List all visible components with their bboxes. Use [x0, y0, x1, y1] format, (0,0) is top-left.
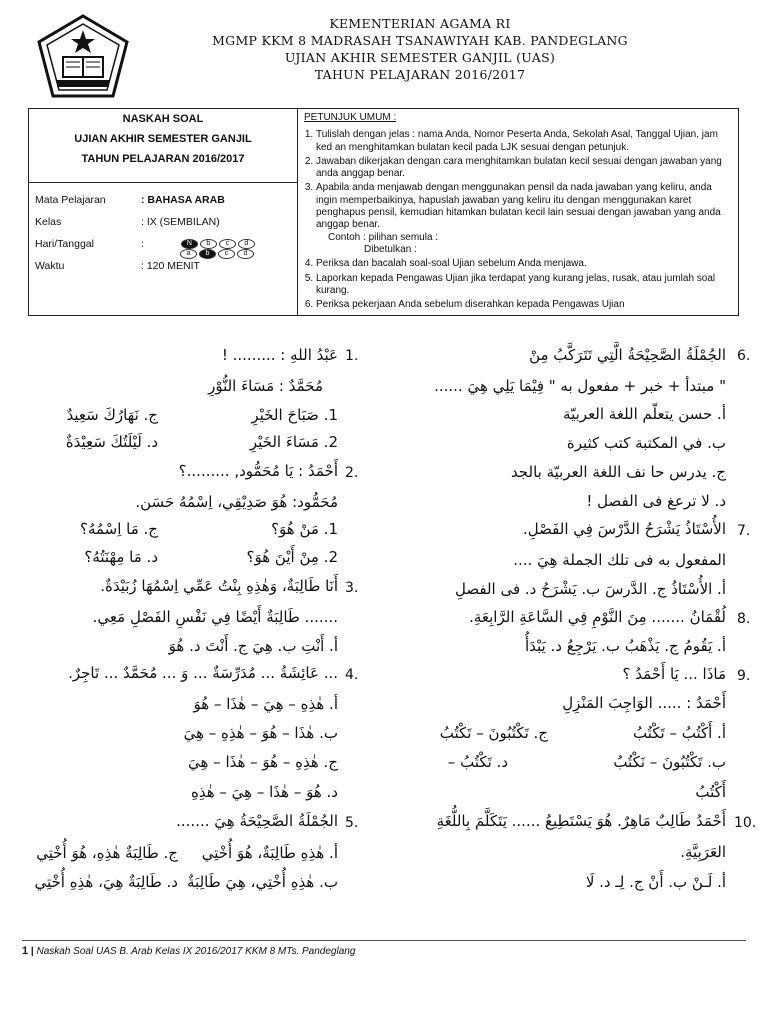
field-value: : BAHASA ARAB [141, 194, 225, 207]
option: د. لَيْلَتُكَ سَعِيْدَةٌ [65, 433, 158, 451]
field-row [35, 257, 291, 275]
question-text: مُحَمُّود: هُوَ صَدِيْقِي، اِسْمُهُ حَسَن. [135, 493, 338, 511]
question-number: 4. [345, 667, 359, 683]
bubble: a [180, 249, 197, 259]
bubble: d [237, 249, 254, 259]
petunjuk-item: 6. Periksa pekerjaan Anda sebelum diserahkan kepada Pengawas Ujian [316, 299, 732, 311]
field-row [35, 191, 291, 209]
question-number: 7. [737, 523, 751, 539]
header-line2: MGMP KKM 8 MADRASAH TSANAWIYAH KAB. PANDEGLANG [212, 33, 628, 48]
kemenag-logo [33, 12, 133, 102]
petunjuk-dibetulkan: Dibetulkan : [364, 243, 417, 255]
question-text: عَبْدُ اللهِ : ......... ! [221, 346, 338, 364]
footer-separator: | [30, 946, 34, 957]
question-text: ... عَائِشَةُ ... مُدَرِّسَةٌ ... وَ ... مُحَمَّدٌ ... تَاجِرٌ. [68, 664, 338, 682]
option: ج. تَكْتُبُونَ – تَكْتُبُ [439, 724, 548, 742]
question-text: أَنَا طَالِبَةٌ، وَهٰذِهِ بِنْتُ عَمِّي اِسْمُهَا زُبَيْدَةٌ. [100, 577, 338, 595]
info-table [28, 108, 739, 316]
option: د. مَا مِهْنَتُهُ؟ [84, 548, 158, 566]
option: 1. صَبَاحَ الخَيْرِ [251, 406, 338, 424]
field-label: Hari/Tanggal [35, 238, 94, 251]
question-text: الأُسْتَاذُ يَشْرَحُ الدَّرْسَ فِي الفَصْلِ. [523, 520, 726, 538]
page-number: 1 [22, 945, 29, 957]
fields-cell [29, 183, 298, 316]
question-text: مَاذَا ... يَا أَحْمَدُ ؟ [622, 665, 726, 683]
petunjuk-item-text: Apabila anda menjawab dengan menggunakan pensil da nada jawaban yang keliru, anda ingin memperbaikinya, hapuslah jawaban yang keliru itu dengan menggunakan karet penghapus pensil, kemudian hitamkan bulatan kecil lain sesuai dengan jawaban yang anda anggap benar. [316, 182, 721, 231]
option: ج. يدرس حا نف اللغة العربيّة بالجد [510, 463, 726, 481]
option: أ. أَكْتُبُ – تَكْتُبُ [632, 724, 726, 742]
field-value: : 120 MENIT [141, 260, 200, 273]
footer [22, 945, 355, 957]
option: ج. مَا اِسْمُهُ؟ [79, 520, 158, 538]
question-number: 5. [345, 815, 359, 831]
option: د. لا ترعغ فى الفصل ! [586, 492, 726, 510]
field-label: Kelas [35, 216, 62, 229]
petunjuk-item: 5. Laporkan kepada Pengawas Ujian jika terdapat yang kurang jelas, rusak, atau jumlah soal kurang. [316, 273, 732, 298]
question-text: أَحْمَدُ طَالِبٌ مَاهِرٌ. هُوَ يَسْتَطِيعُ ...... يَتَكَلَّمَ بِاللُّغَةِ [436, 812, 726, 830]
bubble: N [181, 239, 198, 249]
option: ج. طَالِبَةٌ هٰذِهِ، هُوَ أُخْتِي [36, 844, 178, 862]
question-text: العَرَبِيَّةِ. [680, 843, 726, 861]
question-text: الجُمْلَةُ الصَّحِيْحَةُ هِيَ ....... [176, 812, 338, 830]
bubble: b [199, 249, 216, 259]
petunjuk-cell [298, 109, 739, 316]
option: أ. هٰذِهِ طَالِبَةٌ، هُوَ أُخْتِي [201, 844, 338, 862]
option: 1. مَنْ هُوَ؟ [271, 520, 338, 538]
option: 2. مَسَاءَ الخَيْرِ [249, 433, 338, 451]
field-value: : IX (SEMBILAN) [141, 216, 220, 229]
option: ب. هٰذِهِ أُخْتِي، هِيَ طَالِبَةٌ [187, 873, 338, 891]
naskah-subtitle: UJIAN AKHIR SEMESTER GANJIL [74, 133, 252, 145]
option: ب. في المكتبة كتب كثيرة [566, 434, 726, 452]
petunjuk-contoh: Contoh : pilihan semula : [328, 231, 439, 243]
petunjuk-item: 4. Periksa dan bacalah soal-soal Ujian sebelum Anda menjawa. [316, 258, 732, 270]
question-text: ....... طَالِبَةٌ أَيْضًا فِي نَفْسِ الفَصْلِ مَعِي. [92, 608, 338, 626]
naskah-title-cell [29, 109, 298, 183]
option: أَكْتُبُ [695, 783, 726, 801]
petunjuk-item: 2. Jawaban dikerjakan dengan cara menghitamkan bulatan kecil sesuai dengan jawaban yang anda anggap benar. [316, 156, 732, 181]
option: ج. هٰذِهِ – هُوَ – هٰذَا – هِيَ [188, 753, 338, 771]
options-line: أ. لَـنْ ب. أَنْ ج. لِـ د. لَا [585, 873, 726, 891]
question-text: " مبتدأ + خبر + مفعول به " فِيْمَا يَلِي هِيَ ...... [434, 377, 726, 395]
question-number: 6. [737, 348, 751, 364]
field-row [35, 213, 291, 231]
bubble: b [200, 239, 217, 249]
options-line: أ. أَنْتِ ب. هِيَ ج. أَنْتَ د. هُوَ [168, 637, 338, 655]
field-value [141, 235, 291, 253]
header-line1: KEMENTERIAN AGAMA RI [329, 16, 511, 31]
bubble: c [219, 239, 236, 249]
option: د. طَالِبَةٌ هِيَ، هٰذِهِ أُخْتِي [34, 873, 178, 891]
field-value-colon: : [141, 238, 144, 251]
field-label: Waktu [35, 260, 65, 273]
question-text: المفعول به فى تلك الجملة هِيَ .... [513, 551, 726, 569]
option: ب. هٰذَا – هُوَ – هٰذِهِ – هِيَ [183, 724, 338, 742]
option: أ. حسن يتعلّم اللغة العربيّة [563, 405, 726, 423]
question-text: الجُمْلَةُ الصَّحِيْحَةُ الَّتِي تَتَرَكَّبُ مِنْ [529, 346, 726, 364]
option: ب. تَكْتُبُونَ – نَكْتُبُ [613, 753, 726, 771]
naskah-title: NASKAH SOAL [122, 113, 204, 125]
footer-text: Naskah Soal UAS B. Arab Kelas IX 2016/2017 KKM 8 MTs. Pandeglang [36, 946, 356, 957]
option: د. هُوَ – هٰذَا – هِيَ – هٰذِهِ [191, 783, 338, 801]
option: د. تَكْتُبُ – [447, 753, 508, 771]
option: 2. مِنْ أَيْنَ هُوَ؟ [246, 548, 338, 566]
naskah-year: TAHUN PELAJARAN 2016/2017 [81, 153, 245, 165]
petunjuk-item: 1. Tulislah dengan jelas : nama Anda, Nomor Peserta Anda, Sekolah Asal, Tanggal Ujian, jam ked an menghitamkan bulatan kecil pada LJK sesuai dengan petunjuk. [316, 129, 732, 154]
question-text: أَحْمَدُ : يَا مُحَمُّود, .........؟ [178, 462, 338, 480]
petunjuk-item [316, 182, 732, 256]
question-number: 1. [345, 348, 359, 364]
question-text: لُقْمَانُ ....... مِنَ النَّوْمِ فِي السَّاعَةِ الرَّابِعَةِ. [469, 608, 726, 626]
option: أ. هٰذِهِ – هِيَ – هٰذَا – هُوَ [193, 695, 338, 713]
question-number: 10. [734, 815, 757, 831]
question-text: مُحَمَّدٌ : مَسَاءَ النُّوْرِ [208, 377, 323, 395]
question-number: 8. [737, 611, 751, 627]
options-line: أ. الأُسْتَاذُ ج. الدَّرسَ ب. يَشْرَحُ د. فى الفصلِ [455, 580, 726, 598]
options-line: أ. يَقُومُ ج. يَذْهَبُ ب. يَرْجِعُ د. يَبْدَأُ [524, 637, 726, 655]
question-text: أَحْمَدُ : ..... الوَاجِبَ المَنْزِلِ [562, 694, 726, 712]
petunjuk-title: PETUNJUK UMUM : [304, 112, 397, 123]
field-label: Mata Pelajaran [35, 194, 106, 207]
question-number: 2. [345, 465, 359, 481]
footer-rule [22, 940, 746, 941]
header-line4: TAHUN PELAJARAN 2016/2017 [314, 67, 526, 82]
bubble: c [218, 249, 235, 259]
question-number: 9. [737, 668, 751, 684]
header-line3: UJIAN AKHIR SEMESTER GANJIL (UAS) [284, 50, 556, 65]
question-number: 3. [345, 580, 359, 596]
bubble: d [238, 239, 255, 249]
option: ج. نَهَارُكَ سَعِيدٌ [66, 406, 158, 424]
